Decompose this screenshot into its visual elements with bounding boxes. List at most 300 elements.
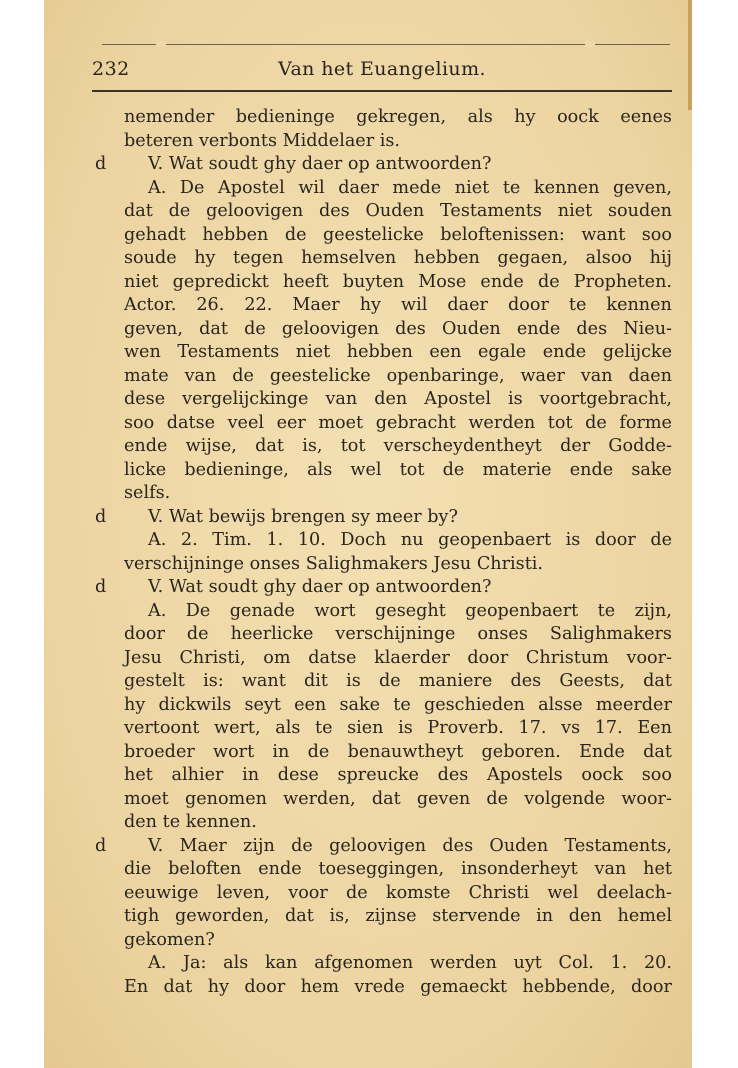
word: genade — [229, 600, 295, 621]
word: Mose — [418, 271, 467, 292]
word: alsoo — [585, 248, 633, 268]
word: Godde- — [608, 436, 672, 456]
word: sien — [347, 718, 384, 738]
word: 1. — [610, 953, 628, 973]
word: de — [284, 224, 307, 245]
word: vs — [561, 718, 581, 738]
word: is, — [329, 906, 350, 926]
word: dit — [304, 671, 328, 691]
text-line — [124, 412, 672, 436]
line-text — [124, 200, 672, 224]
word: niet — [124, 271, 159, 292]
text-line — [148, 952, 672, 976]
word: dat — [643, 741, 672, 762]
word: te — [568, 295, 587, 315]
word: soo — [124, 412, 155, 433]
word: openbaringe, — [386, 365, 505, 386]
word: hy — [514, 107, 536, 127]
word: mede — [392, 177, 442, 198]
word: moet — [318, 412, 364, 433]
word: sake — [631, 459, 672, 480]
word: onses — [477, 624, 528, 644]
word: soudt — [208, 154, 258, 174]
word: Maer — [292, 295, 340, 315]
word: op — [347, 577, 370, 597]
text-line — [124, 623, 672, 647]
page-header — [92, 58, 672, 84]
line-text — [124, 271, 672, 295]
text-line — [124, 388, 672, 412]
line-text — [124, 388, 672, 412]
text-line — [124, 670, 672, 694]
word: leven, — [216, 882, 271, 903]
word: seyt — [244, 694, 281, 715]
word: Ja: — [183, 953, 207, 973]
word: genomen — [184, 788, 267, 809]
word: hemel — [617, 906, 672, 926]
word: maniere — [418, 671, 493, 691]
word: tot — [547, 412, 573, 433]
word: souden — [608, 201, 672, 221]
word: Christi. — [476, 553, 543, 574]
word: Doch — [340, 530, 387, 550]
line-text — [124, 905, 672, 929]
word: En — [124, 976, 149, 997]
line-text — [148, 153, 672, 177]
word: Christum — [525, 647, 609, 668]
word: meer — [375, 506, 422, 527]
word: geboren. — [481, 741, 561, 762]
word: te — [502, 177, 521, 198]
word: hebben — [202, 224, 269, 245]
word: moet — [124, 788, 169, 809]
margin-marker: d — [95, 506, 107, 527]
top-rule-break — [156, 41, 166, 47]
word: 22. — [244, 295, 273, 315]
word: Salighmakers — [549, 624, 672, 644]
word: geschieden — [423, 694, 525, 715]
line-text — [124, 341, 672, 365]
line-text — [124, 717, 672, 741]
word: als — [467, 107, 493, 127]
word: kennen. — [185, 812, 257, 832]
word: wel — [350, 459, 382, 480]
word: geven, — [613, 177, 672, 198]
word: hebbende, — [522, 976, 616, 997]
word: te — [315, 718, 333, 738]
word: wil — [401, 295, 428, 315]
text-line — [124, 294, 672, 318]
word: Apostel — [218, 177, 285, 198]
line-text — [124, 929, 672, 953]
word: Salighmakers — [305, 553, 428, 574]
word: niet — [454, 177, 490, 198]
text-line — [148, 177, 672, 201]
word: gepredickt — [172, 271, 269, 292]
word: werden — [468, 412, 536, 433]
margin-marker: d — [95, 154, 107, 174]
line-text — [124, 764, 672, 788]
text-line — [124, 482, 672, 506]
word: Geests, — [559, 671, 625, 691]
text-line — [124, 764, 672, 788]
word: soo — [641, 224, 672, 245]
text-line — [95, 153, 672, 177]
word: verschijninge — [335, 624, 456, 644]
word: is — [507, 389, 523, 409]
word: door — [631, 976, 672, 997]
word: de — [346, 882, 368, 903]
word: de — [650, 530, 672, 550]
word: dat — [199, 318, 228, 339]
word: des — [442, 835, 474, 856]
word: woor- — [621, 788, 672, 809]
text-line — [124, 435, 672, 459]
word: gestelt — [124, 671, 185, 691]
line-text — [124, 858, 672, 882]
word: werden — [429, 953, 497, 973]
word: daen — [628, 365, 672, 386]
word: hy — [124, 694, 146, 715]
word: is: — [203, 671, 224, 691]
word: dese — [277, 765, 319, 785]
word: hebben — [346, 342, 413, 362]
word: dat — [371, 788, 401, 809]
text-line — [124, 905, 672, 929]
word: dat — [643, 671, 672, 691]
word: verschijninge — [124, 553, 245, 574]
line-text — [124, 670, 672, 694]
word: ende — [516, 318, 561, 339]
word: datse — [166, 412, 216, 433]
word: Jesu — [124, 647, 162, 668]
word: forme — [619, 412, 672, 433]
word: stervende — [432, 906, 521, 926]
word: het — [124, 765, 153, 785]
text-line — [148, 529, 672, 553]
line-text — [124, 882, 672, 906]
text-line — [124, 106, 672, 130]
word: voortgebracht, — [539, 389, 672, 409]
word: Een — [637, 718, 672, 738]
text-line — [124, 365, 672, 389]
line-text — [124, 294, 672, 318]
word: broeder — [124, 741, 195, 762]
word: de — [379, 671, 401, 691]
word: hy — [207, 976, 230, 997]
word: verscheydentheyt — [383, 436, 542, 456]
word: spreucke — [337, 765, 419, 785]
line-text — [124, 106, 672, 130]
word: om — [263, 647, 291, 668]
word: gebracht — [375, 412, 456, 433]
word: kennen — [606, 295, 672, 315]
word: 17. — [518, 718, 547, 738]
word: nemender — [124, 107, 215, 127]
word: van — [184, 365, 217, 386]
word: Christi — [468, 882, 530, 903]
text-line — [124, 741, 672, 765]
word: van — [594, 859, 627, 879]
margin-marker: d — [95, 577, 107, 597]
word: Nieu- — [623, 318, 672, 339]
word: soude — [124, 248, 177, 268]
word: dat — [255, 436, 284, 456]
word: voor- — [626, 647, 672, 668]
word: licke — [124, 459, 167, 480]
text-line — [124, 858, 672, 882]
line-text — [124, 318, 672, 342]
word: ende — [124, 436, 168, 456]
line-text — [124, 976, 672, 1000]
header-rule — [92, 90, 672, 92]
word: geworden, — [174, 906, 270, 926]
word: beloftenissen: — [440, 224, 565, 245]
text-line — [124, 788, 672, 812]
word: ghy — [263, 154, 297, 174]
word: des — [510, 671, 542, 691]
body-text — [44, 106, 692, 999]
text-line — [124, 929, 672, 953]
top-rule-break — [585, 41, 595, 47]
word: Wat — [168, 154, 203, 174]
word: Testaments, — [564, 835, 672, 856]
word: insonderheyt — [460, 859, 578, 879]
text-line — [124, 811, 672, 835]
word: Middelaer — [282, 130, 375, 151]
line-text — [124, 553, 672, 577]
word: V. — [148, 835, 164, 856]
word: van — [325, 389, 358, 409]
word: want — [241, 671, 286, 691]
word: 10. — [297, 530, 326, 550]
word: geestelicke — [269, 365, 371, 386]
word: 17. — [594, 718, 623, 738]
word: de — [186, 624, 209, 644]
word: daer — [301, 154, 343, 174]
word: V. — [148, 577, 164, 597]
word: tigh — [124, 906, 160, 926]
word: voor — [288, 882, 328, 903]
word: geloovigen — [281, 318, 379, 339]
word: zijn — [243, 835, 275, 856]
word: des — [437, 765, 469, 785]
word: geloovigen — [206, 201, 304, 221]
word: Proverb. — [427, 718, 504, 738]
running-title: Van het Euangelium. — [278, 58, 486, 80]
word: Testaments — [440, 201, 542, 221]
word: 26. — [196, 295, 225, 315]
word: hem — [300, 976, 340, 997]
word: oock — [581, 765, 624, 785]
word: antwoorden? — [375, 154, 492, 174]
word: dat — [284, 906, 314, 926]
word: den — [374, 389, 408, 409]
word: beloften — [168, 859, 242, 879]
book-page — [44, 0, 692, 1068]
word: zijn, — [634, 600, 672, 621]
word: bewijs — [208, 506, 266, 527]
word: als — [307, 459, 333, 480]
text-line — [124, 224, 672, 248]
word: gehadt — [124, 224, 186, 245]
word: des — [395, 318, 426, 339]
word: ende — [258, 859, 302, 879]
word: door — [244, 976, 286, 997]
line-text — [124, 694, 672, 718]
word: vergelijckinge — [182, 389, 309, 409]
word: mate — [124, 365, 169, 386]
word: meerder — [595, 694, 672, 715]
word: Apostel — [424, 389, 491, 409]
word: Actor. — [124, 295, 177, 315]
line-text — [148, 600, 672, 624]
word: deelach- — [596, 882, 672, 903]
word: hij — [649, 248, 672, 268]
word: ende — [480, 271, 524, 292]
word: waer — [520, 365, 565, 386]
word: die — [124, 859, 152, 879]
word: antwoorden? — [375, 577, 492, 597]
word: Tim. — [212, 530, 252, 550]
word: komste — [385, 882, 451, 903]
word: tot — [340, 436, 366, 456]
page-number: 232 — [92, 58, 130, 80]
word: afgenomen — [314, 953, 414, 973]
word: soo — [641, 765, 672, 785]
text-line — [95, 576, 672, 600]
line-text — [124, 647, 672, 671]
word: uyt — [513, 953, 542, 973]
word: De — [179, 177, 205, 198]
text-line — [124, 459, 672, 483]
line-text — [148, 835, 672, 859]
word: gekregen, — [356, 107, 447, 127]
text-line — [124, 130, 672, 154]
word: Ouden — [365, 201, 425, 221]
word: hy — [359, 295, 381, 315]
text-line — [124, 647, 672, 671]
word: is, — [302, 436, 323, 456]
line-text — [124, 482, 672, 506]
word: geven — [416, 788, 471, 809]
word: heeft — [282, 271, 329, 292]
word: klaerder — [374, 647, 450, 668]
word: de — [486, 788, 509, 809]
word: Wat — [168, 506, 203, 527]
text-line — [124, 341, 672, 365]
word: egale — [478, 342, 527, 362]
text-line — [148, 600, 672, 624]
text-line — [124, 717, 672, 741]
word: kennen — [533, 177, 600, 198]
word: eenes — [620, 107, 672, 127]
word: de — [232, 365, 254, 386]
word: des — [576, 318, 608, 339]
word: buyten — [342, 271, 405, 292]
word: 20. — [643, 953, 672, 973]
line-text — [148, 529, 672, 553]
word: gemaeckt — [420, 976, 508, 997]
word: Wat — [168, 577, 203, 597]
word: is — [565, 530, 581, 550]
word: Jesu — [433, 553, 472, 574]
text-line — [124, 694, 672, 718]
word: vrede — [354, 976, 405, 997]
line-text — [124, 741, 672, 765]
word: alhier — [171, 765, 224, 785]
word: in — [242, 765, 260, 785]
word: op — [347, 154, 370, 174]
word: Christi, — [179, 647, 246, 668]
text-line — [124, 271, 672, 295]
word: gekomen? — [124, 929, 215, 950]
word: sy — [351, 506, 371, 527]
word: datse — [308, 647, 357, 668]
word: want — [581, 224, 626, 245]
word: door — [467, 647, 509, 668]
word: wert, — [214, 718, 261, 738]
text-line — [124, 200, 672, 224]
word: sake — [339, 694, 381, 715]
word: hebben — [413, 248, 480, 268]
line-text — [124, 365, 672, 389]
word: wijse, — [185, 436, 237, 456]
word: de — [307, 741, 330, 762]
word: geseght — [375, 600, 446, 621]
word: te — [393, 694, 411, 715]
word: veel — [227, 412, 264, 433]
word: in — [536, 906, 554, 926]
word: volgende — [524, 788, 606, 809]
word: Propheten. — [573, 271, 672, 292]
word: brengen — [271, 506, 346, 527]
line-text — [124, 224, 672, 248]
word: beteren — [124, 130, 194, 151]
word: vertoont — [124, 718, 200, 738]
word: A. — [148, 600, 167, 621]
word: Maer — [179, 835, 227, 856]
word: den — [568, 906, 602, 926]
word: dese — [124, 389, 166, 409]
word: Col. — [558, 953, 594, 973]
word: A. — [148, 530, 167, 550]
word: is — [346, 671, 361, 691]
page-edge-shadow — [688, 0, 692, 110]
word: door — [594, 530, 636, 550]
word: ghy — [263, 577, 297, 597]
word: benauwtheyt — [347, 741, 464, 762]
line-text — [124, 459, 672, 483]
word: verbonts — [198, 130, 277, 151]
word: dat — [124, 201, 153, 221]
word: te — [162, 812, 181, 832]
word: A. — [148, 177, 167, 198]
word: nu — [400, 530, 424, 550]
line-text — [148, 177, 672, 201]
word: gelijcke — [602, 342, 672, 362]
line-text — [148, 576, 672, 600]
word: tot — [399, 459, 425, 480]
word: de — [244, 318, 266, 339]
word: materie — [482, 459, 552, 480]
word: daer — [338, 177, 379, 198]
text-line — [124, 318, 672, 342]
word: door — [124, 624, 165, 644]
word: eer — [276, 412, 306, 433]
line-text — [124, 412, 672, 436]
word: daer — [301, 577, 343, 597]
